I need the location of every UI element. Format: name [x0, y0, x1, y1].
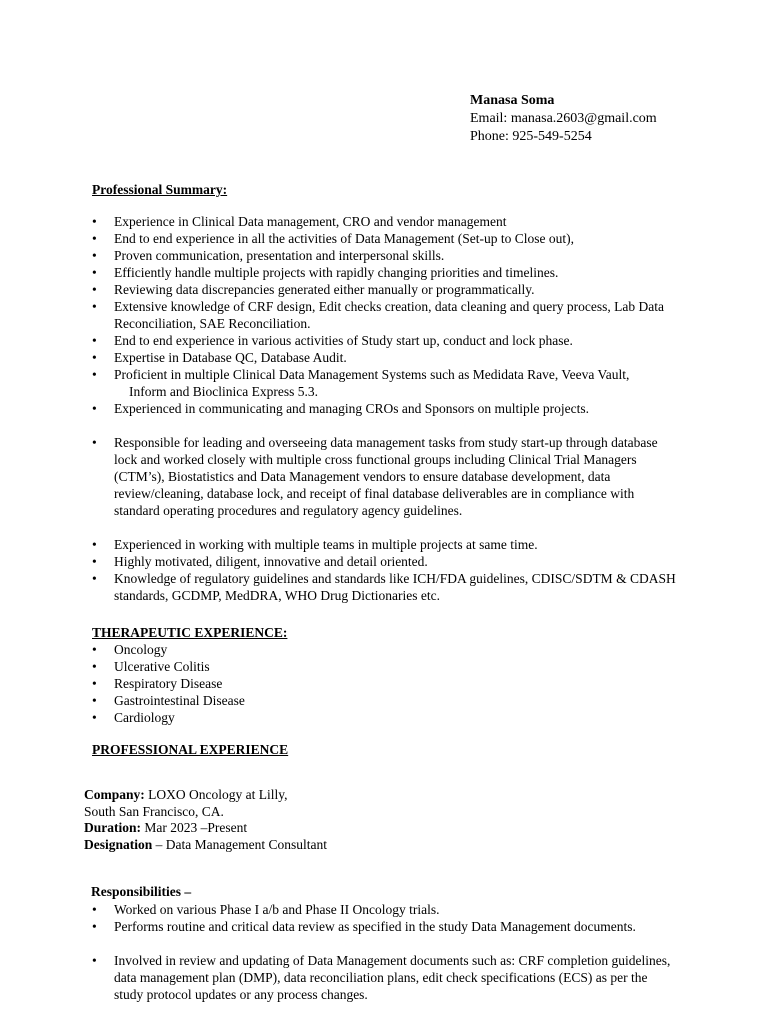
list-item: • Highly motivated, diligent, innovative and detail oriented. — [92, 553, 677, 570]
professional-title: PROFESSIONAL EXPERIENCE — [92, 742, 289, 757]
location-line: South San Francisco, CA. — [84, 803, 224, 819]
duration-line — [84, 820, 327, 837]
company-value: LOXO Oncology at Lilly, — [144, 787, 288, 802]
company-block — [84, 787, 327, 853]
list-item: • Efficiently handle multiple projects with rapidly changing priorities and timelines. — [92, 264, 677, 281]
list-item: • Respiratory Disease — [92, 675, 677, 692]
list-item: • Cardiology — [92, 709, 677, 726]
list-item: • End to end experience in various activities of Study start up, conduct and lock phase. — [92, 332, 677, 349]
duration-label: Duration: — [84, 820, 141, 835]
list-item: • Ulcerative Colitis — [92, 658, 677, 675]
summary-title: Professional Summary: — [92, 182, 228, 197]
list-item: • Involved in review and updating of Data Management documents such as: CRF completion guidelines, data management plan (DMP), data reconciliation plans, edit check specifications (ECS) as per the study protocol updates or any process changes. — [92, 952, 677, 1003]
list-item — [92, 366, 677, 400]
list-item: • Expertise in Database QC, Database Audit. — [92, 349, 677, 366]
contact-header — [470, 92, 657, 146]
designation-value: – Data Management Consultant — [152, 836, 327, 852]
list-item: • End to end experience in all the activities of Data Management (Set-up to Close out), — [92, 230, 677, 247]
list-item: • Oncology — [92, 641, 677, 658]
designation-line — [84, 837, 327, 854]
list-item: • Responsible for leading and overseeing data management tasks from study start-up through database lock and worked closely with multiple cross functional groups including Clinical Trial Managers (CTM’s), Biostatistics and Data Management vendors to ensure database development, data review/cleaning, database lock, and receipt of final database deliverables are in compliance with standard operating procedures and regulatory agency guidelines. — [92, 434, 677, 519]
candidate-name: Manasa Soma — [470, 93, 555, 108]
company-label: Company: — [84, 787, 145, 802]
responsibilities-title: Responsibilities – — [91, 884, 192, 899]
list-item: • Knowledge of regulatory guidelines and standards like ICH/FDA guidelines, CDISC/SDTM & CDASH standards, GCDMP, MedDRA, WHO Drug Dictionaries etc. — [92, 570, 677, 604]
list-item: • Gastrointestinal Disease — [92, 692, 677, 709]
therapeutic-title: THERAPEUTIC EXPERIENCE: — [92, 625, 288, 640]
list-item-continuation: Inform and Bioclinica Express 5.3. — [129, 384, 318, 399]
responsibilities-list — [92, 901, 677, 1003]
list-item: • Performs routine and critical data review as specified in the study Data Management documents. — [92, 918, 677, 935]
email-line: Email: manasa.2603@gmail.com — [470, 111, 657, 126]
list-item: • Extensive knowledge of CRF design, Edit checks creation, data cleaning and query process, Lab Data Reconciliation, SAE Reconciliation. — [92, 298, 677, 332]
summary-list — [92, 213, 677, 604]
therapeutic-list — [92, 641, 677, 726]
designation-label: Designation — [84, 836, 153, 852]
list-item-text: Proficient in multiple Clinical Data Management Systems such as Medidata Rave, Veeva Vault, — [114, 367, 630, 382]
list-item: • Worked on various Phase I a/b and Phase II Oncology trials. — [92, 901, 677, 918]
list-item: • Experienced in working with multiple teams in multiple projects at same time. — [92, 536, 677, 553]
duration-value: Mar 2023 –Present — [141, 820, 248, 835]
company-line — [84, 787, 327, 804]
list-item: • Experience in Clinical Data management, CRO and vendor management — [92, 213, 677, 230]
phone-line: Phone: 925-549-5254 — [470, 129, 592, 144]
list-item: • Experienced in communicating and managing CROs and Sponsors on multiple projects. — [92, 400, 677, 417]
list-item: • Proven communication, presentation and interpersonal skills. — [92, 247, 677, 264]
list-item: • Reviewing data discrepancies generated either manually or programmatically. — [92, 281, 677, 298]
